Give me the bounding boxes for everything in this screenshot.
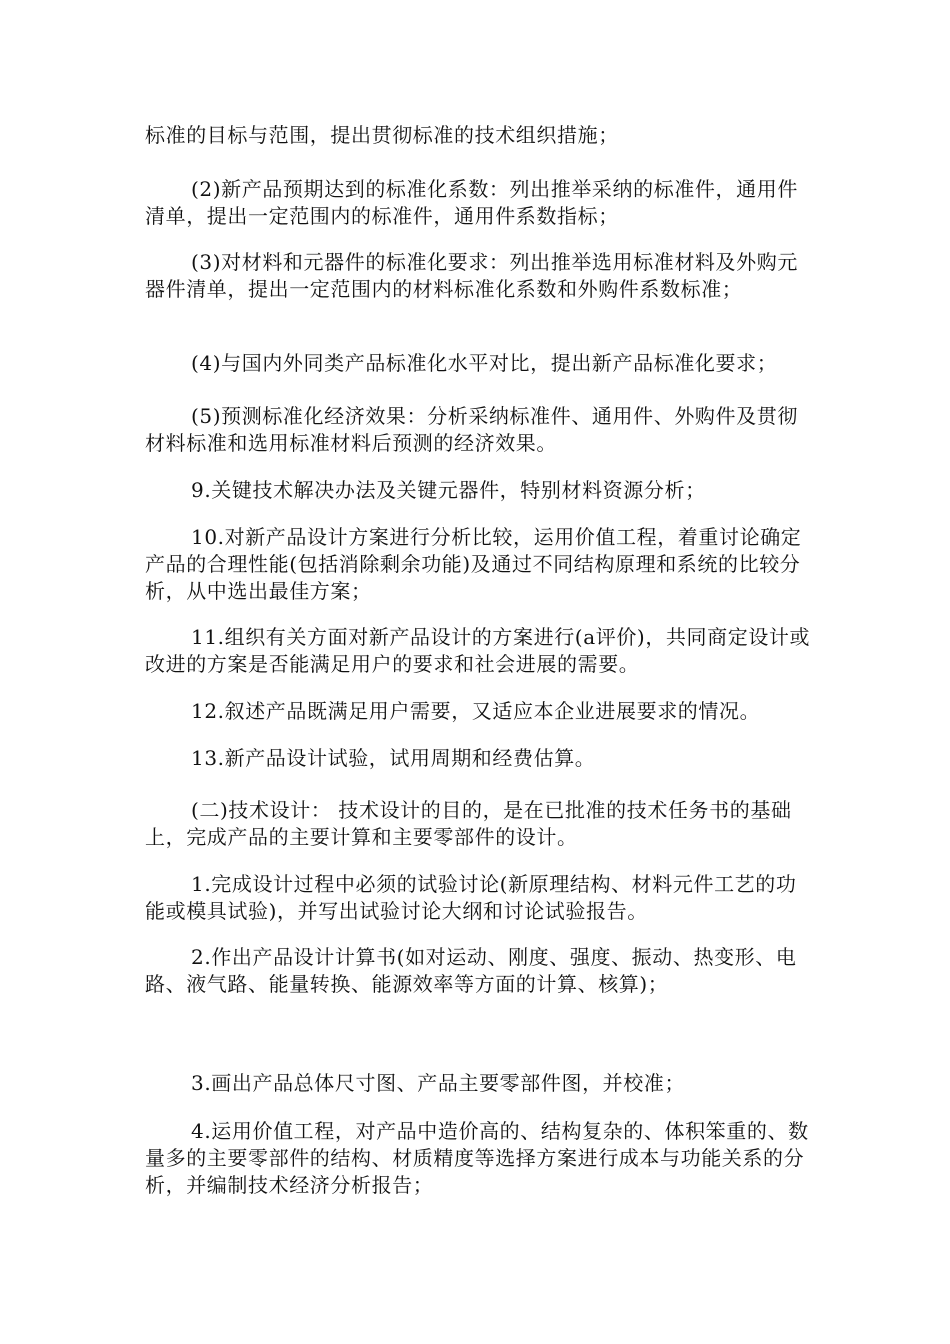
paragraph-design-item-2: 2.作出产品设计计算书(如对运动、刚度、强度、振动、热变形、电路、液气路、能量转换、能源效率等方面的计算、核算)； — [145, 945, 797, 996]
paragraph-item-9: 9.关键技术解决办法及关键元器件，特别材料资源分析； — [191, 478, 706, 502]
paragraph-design-item-4: 4.运用价值工程，对产品中造价高的、结构复杂的、体积笨重的、数量多的主要零部件的结构、材质精度等选择方案进行成本与功能关系的分析，并编制技术经济分析报告； — [145, 1119, 809, 1197]
paragraph-item-3: (3)对材料和元器件的标准化要求：列出推举选用标准材料及外购元器件清单，提出一定范围内的材料标准化系数和外购件系数标准； — [145, 250, 798, 301]
paragraph-design-item-3: 3.画出产品总体尺寸图、产品主要零部件图，并校准； — [191, 1071, 686, 1095]
paragraph-item-2: (2)新产品预期达到的标准化系数：列出推举采纳的标准件，通用件清单，提出一定范围内的标准件，通用件系数指标； — [145, 177, 798, 228]
paragraph-item-13: 13.新产品设计试验，试用周期和经费估算。 — [191, 746, 596, 770]
paragraph-item-5: (5)预测标准化经济效果：分析采纳标准件、通用件、外购件及贯彻材料标准和选用标准材料后预测的经济效果。 — [145, 404, 798, 455]
paragraph-item-12: 12.叙述产品既满足用户需要，又适应本企业进展要求的情况。 — [191, 699, 761, 723]
paragraph-design-item-1: 1.完成设计过程中必须的试验讨论(新原理结构、材料元件工艺的功能或模具试验)，并写出试验讨论大纲和讨论试验报告。 — [145, 872, 797, 923]
paragraph-standard-scope: 标准的目标与范围，提出贯彻标准的技术组织措施； — [145, 123, 619, 147]
paragraph-item-4: (4)与国内外同类产品标准化水平对比，提出新产品标准化要求； — [191, 351, 778, 375]
paragraph-item-11: 11.组织有关方面对新产品设计的方案进行(a评价)，共同商定设计或改进的方案是否能满足用户的要求和社会进展的需要。 — [145, 625, 811, 676]
paragraph-technical-design: (二)技术设计： 技术设计的目的，是在已批准的技术任务书的基础上，完成产品的主要计算和主要零部件的设计。 — [145, 798, 792, 849]
paragraph-item-10: 10.对新产品设计方案进行分析比较，运用价值工程，着重讨论确定产品的合理性能(包括消除剩余功能)及通过不同结构原理和系统的比较分析，从中选出最佳方案； — [145, 525, 802, 603]
